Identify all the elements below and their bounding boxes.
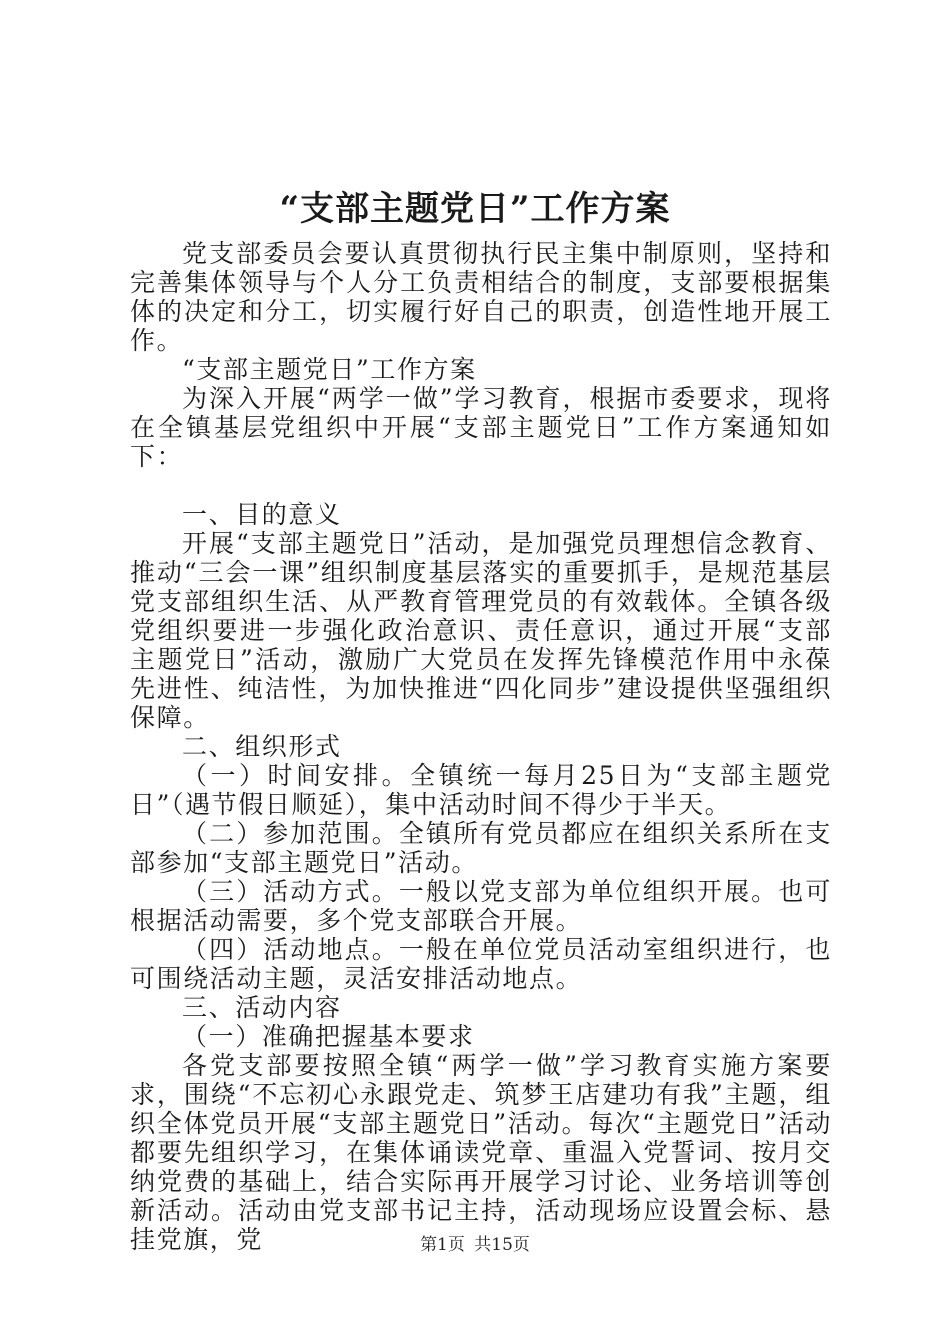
blank-line — [130, 471, 832, 500]
section-heading-content: 三、活动内容 — [182, 993, 342, 1022]
page-number: 第1页 — [420, 1235, 465, 1255]
paragraph-time-arrangement: （一）时间安排。全镇统一每月25日为“支部主题党日”（遇节假日顺延），集中活动时间不得少于半天。 — [130, 761, 832, 819]
paragraph-purpose: 开展“支部主题党日”活动，是加强党员理想信念教育、推动“三会一课”组织制度基层落实的重要抓手，是规范基层党支部组织生活、从严教育管理党员的有效载体。全镇各级党组织要进一步强化政治意识、责任意识，通过开展“支部主题党日”活动，激励广大党员在发挥先锋模范作用中永葆先进性、纯洁性，为加快推进“四化同步”建设提供坚强组织保障。 — [130, 529, 832, 732]
section-heading-purpose: 一、目的意义 — [182, 500, 342, 529]
paragraph-requirements: 各党支部要按照全镇“两学一做”学习教育实施方案要求，围绕“不忘初心永跟党走、筑梦王店建功有我”主题，组织全体党员开展“支部主题党日”活动。每次“主题党日”活动都要先组织学习，在集体诵读党章、重温入党誓词、按月交纳党费的基础上，结合实际再开展学习讨论、业务培训等创新活动。活动由党支部书记主持，活动现场应设置会标、悬挂党旗，党 — [130, 1051, 832, 1254]
document-body — [130, 239, 832, 1254]
paragraph-activity-method: （三）活动方式。一般以党支部为单位组织开展。也可根据活动需要，多个党支部联合开展。 — [130, 877, 832, 935]
page-total: 共15页 — [474, 1235, 530, 1255]
page-footer — [0, 1233, 950, 1257]
paragraph-notice: 为深入开展“两学一做”学习教育，根据市委要求，现将在全镇基层党组织中开展“支部主题党日”工作方案通知如下： — [130, 384, 832, 471]
section-heading-organization: 二、组织形式 — [182, 732, 342, 761]
paragraph-participation: （二）参加范围。全镇所有党员都应在组织关系所在支部参加“支部主题党日”活动。 — [130, 819, 832, 877]
subsection-heading-requirements: （一）准确把握基本要求 — [182, 1022, 475, 1051]
document-title: “支部主题党日”工作方案 — [279, 189, 671, 229]
paragraph-intro: 党支部委员会要认真贯彻执行民主集中制原则，坚持和完善集体领导与个人分工负责相结合的制度，支部要根据集体的决定和分工，切实履行好自己的职责，创造性地开展工作。 — [130, 239, 832, 355]
subtitle-line: “支部主题党日”工作方案 — [182, 355, 477, 384]
paragraph-activity-location: （四）活动地点。一般在单位党员活动室组织进行，也可围绕活动主题，灵活安排活动地点。 — [130, 935, 832, 993]
